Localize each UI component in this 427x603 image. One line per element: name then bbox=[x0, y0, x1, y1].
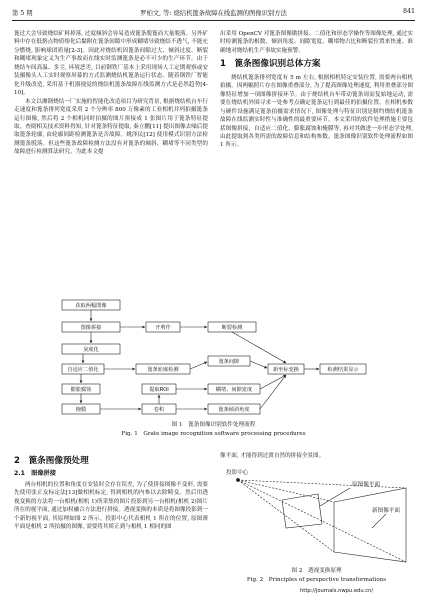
label-projection-center: 投影中心 bbox=[226, 470, 249, 476]
label-dilate: 膨胀腐蚀 bbox=[70, 387, 92, 393]
label-new-plane: 新图像平面 bbox=[372, 508, 400, 514]
left-column bbox=[14, 30, 208, 157]
label-gap: 篦条间隙 bbox=[218, 359, 240, 365]
page-number: 841 bbox=[402, 8, 415, 15]
perspective-diagram bbox=[222, 466, 412, 566]
figure1-caption-en: Fig. 1 Grate image recognition software processing procedures bbox=[121, 431, 306, 437]
flowchart-figure bbox=[58, 298, 368, 416]
label-newcoord: 新坐标变换 bbox=[273, 367, 299, 373]
label-mask: 掩膜 bbox=[75, 407, 87, 413]
label-grayscale: 灰度化 bbox=[83, 347, 99, 353]
paragraph: 篦过大会导致烧结矿料掉落, 过度倾斜会容易造成篦条脱篦而大量脱落。另外矿料中存在低熔点物质熔化后黏附在篦条间隙中形成糊堵导致烧结不透气, 不能充分燃烧, 影响球团质量[2-3]。因此对烧结机因篦条间隙过大、倾斜过度、断裂和糊堵现象定义为生产事故而在线实时监测篦条是必不可少的生产环节。由于烧结车间高温、多尘, 环境恶劣, 目前钢铁厂基本上采用现场人工定期观察或安装摄像头人工实时观察屏幕的方式监测烧结机篦条运行状态。随着钢铁厂智能化升级改造, 采用基于机器视觉的烧结机篦条故障在线监测方式是必然趋势[4-10]。 bbox=[14, 31, 208, 97]
paragraph: 烧结机篦条排列宽度有 5 m 左右, 根据相机特定安装位置, 需要两台相机拍摄。因两幅照片存在图像重叠部分, 为了提高图像处理速度, 利用重叠部分图像特征增加一项图像拼接环节。由于烧结机台车带动篦条周而复始地运动, 需要在烧结机外围寻求一处参考点确定篦条运行到最佳的拍摄位置。在相机参数与硬件设施满足篦条拍摄需求情况下, 图像处理与特征识别是制约烧结机篦条故障在线监测实时性与准确性的最重要环节。本文采用的软件处理措施主要包括图像拼接、自适应二值化、膨胀腐蚀和掩膜等, 再对其做进一步形态学处理, 由此提取到各类所需的故障信息和结构参数。篦条图像识别软件处理流程如图 1 所示。 bbox=[220, 74, 413, 149]
running-title: 罗柏文, 等: 烧结机篦条故障在线监测的图像识别方法 bbox=[140, 10, 287, 17]
issue-number: 第 5 期 bbox=[12, 10, 33, 17]
page-header bbox=[12, 8, 415, 21]
label-roi: 提取ROI bbox=[149, 387, 169, 393]
label-display: 检测结果显示 bbox=[327, 367, 359, 373]
section-heading: 1 篦条图像识别总体方案 bbox=[220, 59, 321, 70]
paragraph: 出采用 OpenCV 对篦条图像做拼接、二值化和形态学操作等图像处理, 通过实时检测篦条的根数、倾斜角度、间隙宽度、糊堵物占比和断裂位置来快速、准确地对烧结机生产事故实施预警。 bbox=[220, 31, 413, 54]
label-spot: 糊堵、间隙宽度 bbox=[215, 387, 253, 393]
figure1-caption-cn: 图 1 篦条图像识别软件处理流程 bbox=[171, 422, 256, 428]
figure2-caption-cn: 图 2 透视变换原理 bbox=[291, 568, 342, 574]
label-acquire: 获取两幅图像 bbox=[75, 303, 107, 309]
label-original-plane: 原图像平面 bbox=[352, 482, 380, 488]
label-contour: 篦条轮廓检测 bbox=[147, 367, 179, 373]
label-gap-measure: 断裂检测 bbox=[221, 325, 243, 331]
right-bottom-text bbox=[220, 452, 413, 460]
paragraph: 两台相机的位置和角度在安装时会存在误差, 为了使拼接图像不变形, 需要先使用张正友标定法[13]做相机标定, 得到相机的内参以去除畸变。然后用透视变换的方法将一台相机(相机 1)所采集的图片投影到另一台相机(相机 2)图片所在的视平面, 通过加权融合方法进行拼接。透视变换的本质是将图像投影到一个新的视平面, 其原理如图 2 所示。投影中心代表相机 1 所在的位置, 原图薄平面是相机 2 所拍摄的图像, 需要将其矫正到与相机 1 相同的图 bbox=[14, 481, 208, 531]
journal-url: http://journals.nwpu.edu.cn/ bbox=[300, 588, 374, 594]
label-wrap: 卷积 bbox=[153, 407, 165, 413]
paragraph: 像平面, 才能得到过渡自然的拼接全景图。 bbox=[220, 453, 325, 459]
figure2-caption-en: Fig. 2 Principles of perspective transformations bbox=[246, 577, 387, 583]
label-binarize: 自适应二值化 bbox=[67, 367, 99, 373]
right-column bbox=[220, 30, 413, 150]
paragraph: 本文以湘钢烧结一厂实施的智能化改造项目为研究背景, 根据烧结机台车行走速度和篦条排列宽度采用 2 个分辨率 800 万像素的工业相机并列拍摄篦条运行图像, 然后将 2 个相机同时拍摄的图片拼接成 1 张图片用于篦条特征提取。查阅相关技术资料得知, 针对篦条特征提取, 秦立鹏[11] 提出图像去噪后提取篦条轮廓, 由轮廓间距检测篦条是否故障。姚泽民[12] 使用模式识别方法检测篦条脱落。但这些篦条故障检测方法没有对篦条的倾斜、糊堵等不同类型的故障进行检测算法研究。为此本文提 bbox=[14, 98, 208, 156]
label-stitch: 图像拼接 bbox=[80, 325, 102, 331]
section2 bbox=[14, 452, 208, 532]
label-crop: 开剪作 bbox=[155, 325, 171, 331]
label-tilt: 篦条倾斜角度 bbox=[218, 407, 250, 413]
subsection-heading: 2.1 图像拼接 bbox=[14, 470, 56, 478]
section-heading: 2 篦条图像预处理 bbox=[14, 456, 89, 466]
